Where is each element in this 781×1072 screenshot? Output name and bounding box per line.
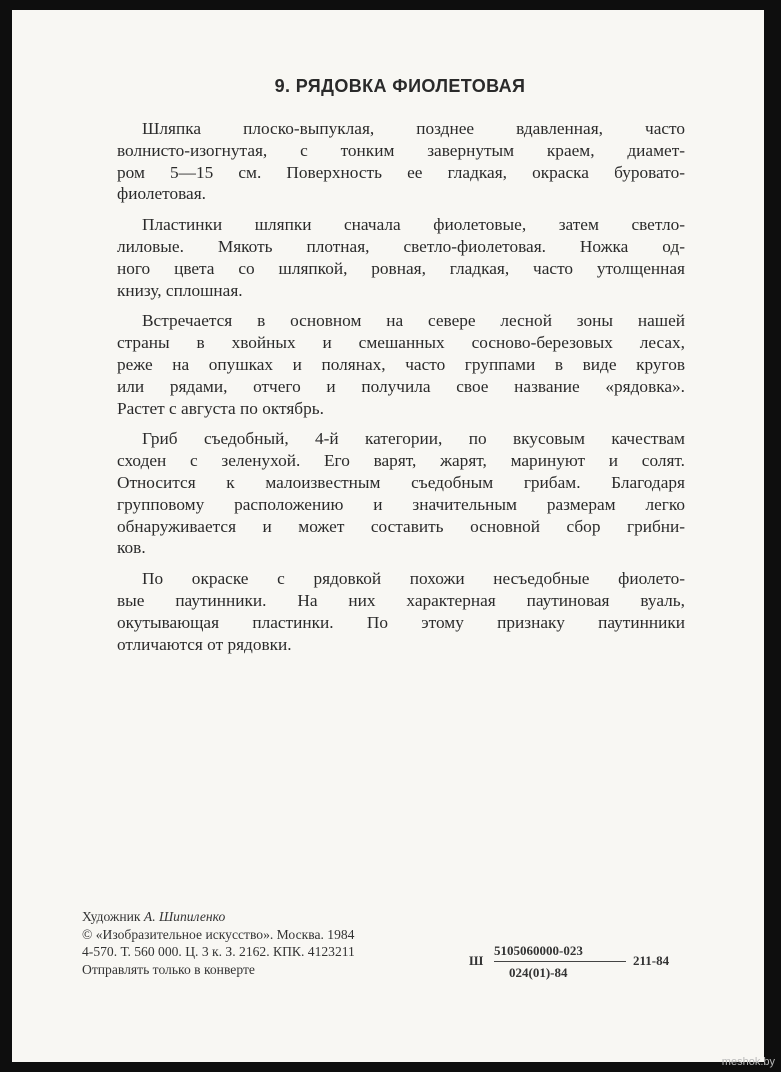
mailing-note: Отправлять только в конверте: [82, 961, 255, 977]
page-title: 9. РЯДОВКА ФИОЛЕТОВАЯ: [274, 76, 526, 96]
text-line: Пластинки шляпки сначала фиолетовые, затем светло-: [142, 215, 685, 235]
artist-name: А. Шипиленко: [143, 909, 226, 924]
text-line: лиловые. Мякоть плотная, светло-фиолетовая. Ножка од-: [117, 236, 685, 256]
text-line: сходен с зеленухой. Его варят, жарят, маринуют и солят.: [117, 451, 685, 471]
text-line: отличаются от рядовки.: [117, 634, 292, 654]
artist-label: Художник: [82, 909, 141, 924]
text-line: Относится к малоизвестным съедобным грибам. Благодаря: [117, 472, 685, 492]
text-line: групповому расположению и значительным размерам легко: [117, 494, 685, 514]
text-line: волнисто-изогнутая, с тонким завернутым краем, диамет-: [117, 140, 685, 160]
paragraph-edibility: [117, 428, 685, 559]
index-prefix: Ш: [469, 953, 484, 968]
text-line: ного цвета со шляпкой, ровная, гладкая, часто утолщенная: [117, 258, 685, 278]
paragraph-lookalikes: [117, 568, 685, 655]
paragraph-habitat: [117, 310, 685, 419]
text-line: Шляпка плоско-выпуклая, позднее вдавленная, часто: [142, 119, 685, 138]
publisher-line: © «Изобразительное искусство». Москва. 1984: [82, 926, 355, 942]
index-code: 211-84: [633, 953, 670, 968]
text-line: или рядами, отчего и получила свое название «рядовка».: [117, 376, 685, 396]
text-line: реже на опушках и полянах, часто группами в виде кругов: [117, 354, 685, 374]
text-line: ром 5—15 см. Поверхность ее гладкая, окраска буровато-: [117, 162, 685, 182]
text-line: книзу, сплошная.: [117, 280, 243, 300]
text-line: ков.: [117, 538, 146, 558]
text-line: Растет с августа по октябрь.: [117, 398, 324, 418]
index-numerator: 5105060000-023: [494, 943, 583, 958]
index-denominator: 024(01)-84: [509, 965, 568, 980]
text-line: страны в хвойных и смешанных сосново-березовых лесах,: [117, 333, 685, 353]
text-line: По окраске с рядовкой похожи несъедобные фиолето-: [142, 569, 685, 589]
watermark: meshok.by: [721, 1056, 775, 1068]
print-info-line: 4-570. Т. 560 000. Ц. 3 к. З. 2162. КПК. 4123211: [82, 944, 355, 960]
text-line: Встречается в основном на севере лесной зоны нашей: [142, 311, 685, 331]
text-line: обнаруживается и может составить основной сбор грибни-: [117, 516, 685, 536]
text-line: окутывающая пластинки. По этому признаку паутинники: [117, 612, 685, 632]
imprint: [82, 908, 355, 978]
artist-credit: [82, 908, 355, 926]
text-line: вые паутинники. На них характерная паутиновая вуаль,: [117, 590, 685, 610]
fraction-rule: [494, 961, 626, 962]
paragraph-gills: [117, 214, 685, 301]
text-line: фиолетовая.: [117, 184, 206, 204]
description-text: [117, 118, 685, 664]
text-line: Гриб съедобный, 4-й категории, по вкусовым качествам: [142, 429, 685, 449]
postcard-back: [12, 10, 764, 1062]
paragraph-cap: [117, 118, 685, 205]
